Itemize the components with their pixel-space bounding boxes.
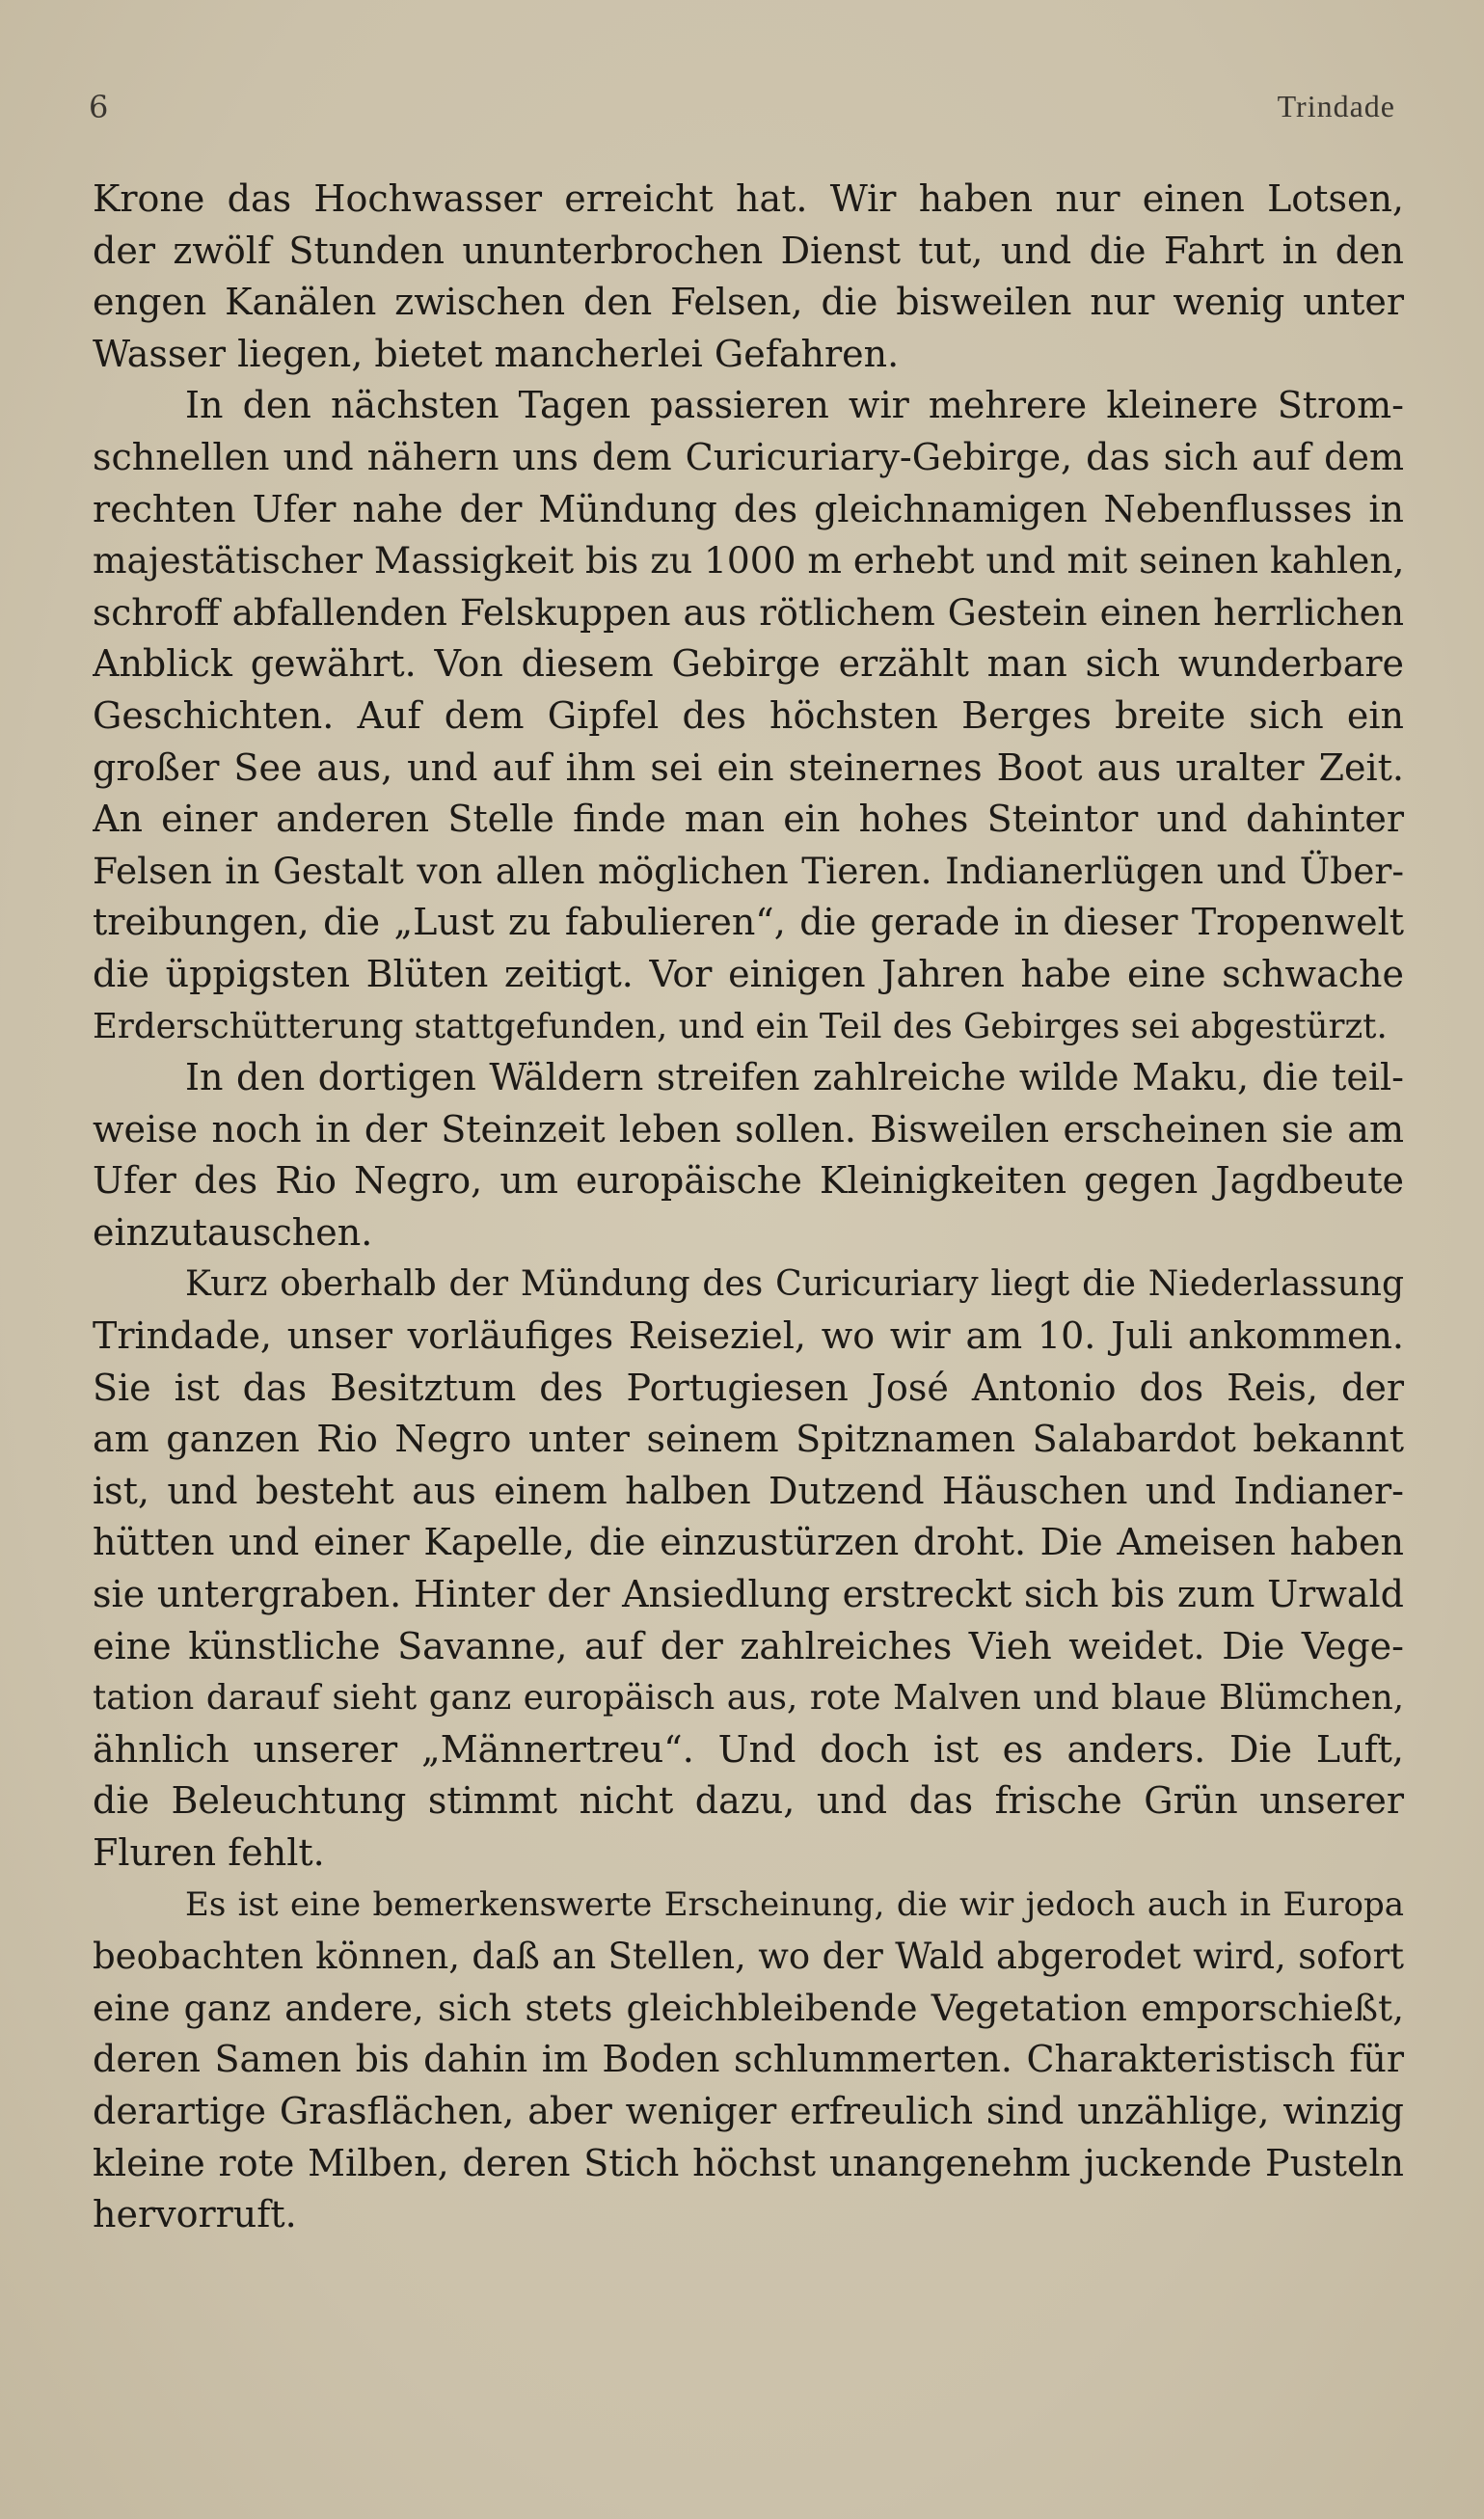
text-line: Felsen in Gestalt von allen möglichen Tieren. Indianerlügen und Über- xyxy=(93,849,1404,892)
text-line: Fluren fehlt. xyxy=(93,1831,325,1874)
text-line: ist, und besteht aus einem halben Dutzend Häuschen und Indianer- xyxy=(93,1469,1404,1512)
text-line: rechten Ufer nahe der Mündung des gleichnamigen Nebenflusses in xyxy=(93,487,1404,530)
text-line: weise noch in der Steinzeit leben sollen. Bisweilen erscheinen sie am xyxy=(93,1107,1404,1151)
text-line: tation darauf sieht ganz europäisch aus, rote Malven und blaue Blümchen, xyxy=(93,1678,1404,1719)
text-line: schroff abfallenden Felskuppen aus rötlichem Gestein einen herrlichen xyxy=(93,590,1404,634)
text-line: Sie ist das Besitztum des Portugiesen José Antonio dos Reis, der xyxy=(93,1366,1404,1409)
text-line: hervorruft. xyxy=(93,2193,297,2236)
text-line: beobachten können, daß an Stellen, wo der Wald abgerodet wird, sofort xyxy=(93,1936,1404,1978)
text-line: Krone das Hochwasser erreicht hat. Wir haben nur einen Lotsen, xyxy=(93,177,1404,220)
text-line: Erderschütterung stattgefunden, und ein Teil des Gebirges sei abgestürzt. xyxy=(93,1006,1388,1046)
text-line: schnellen und nähern uns dem Curicuriary-Gebirge, das sich auf dem xyxy=(93,435,1404,478)
text-line: Anblick gewährt. Von diesem Gebirge erzählt man sich wunderbare xyxy=(93,642,1404,686)
page-header xyxy=(89,89,1395,127)
text-line: Trindade, unser vorläufiges Reiseziel, wo wir am 10. Juli ankommen. xyxy=(93,1314,1404,1358)
text-line: die Beleuchtung stimmt nicht dazu, und das frische Grün unserer xyxy=(93,1779,1404,1823)
text-line: Ufer des Rio Negro, um europäische Kleinigkeiten gegen Jagdbeute xyxy=(93,1159,1404,1203)
text-line: hütten und einer Kapelle, die einzustürzen droht. Die Ameisen haben xyxy=(93,1521,1404,1564)
page-number: 6 xyxy=(89,89,109,125)
text-line: eine künstliche Savanne, auf der zahlreiches Vieh weidet. Die Vege- xyxy=(93,1624,1404,1667)
text-line: die üppigsten Blüten zeitigt. Vor einigen Jahren habe eine schwache xyxy=(93,952,1404,995)
text-line: sie untergraben. Hinter der Ansiedlung erstreckt sich bis zum Urwald xyxy=(93,1573,1404,1616)
text-line: deren Samen bis dahin im Boden schlummerten. Charakteristisch für xyxy=(93,2038,1404,2081)
text-line: Es ist eine bemerkenswerte Erscheinung, die wir jedoch auch in Europa xyxy=(185,1884,1404,1924)
text-line: ähnlich unserer „Männertreu“. Und doch ist es anders. Die Luft, xyxy=(93,1727,1404,1771)
text-line: In den nächsten Tagen passieren wir mehrere kleinere Strom- xyxy=(185,384,1404,427)
text-line: großer See aus, und auf ihm sei ein steinernes Boot aus uralter Zeit. xyxy=(93,745,1404,789)
text-line: majestätischer Massigkeit bis zu 1000 m erhebt und mit seinen kahlen, xyxy=(93,539,1404,582)
text-line: engen Kanälen zwischen den Felsen, die bisweilen nur wenig unter xyxy=(93,281,1404,324)
text-line: eine ganz andere, sich stets gleichbleibende Vegetation emporschießt, xyxy=(93,1986,1404,2029)
text-line: In den dortigen Wäldern streifen zahlreiche wilde Maku, die teil- xyxy=(185,1056,1404,1099)
running-head: Trindade xyxy=(1277,89,1395,123)
body-text xyxy=(93,174,1404,2241)
text-line: derartige Grasflächen, aber weniger erfreulich sind unzählige, winzig xyxy=(93,2089,1404,2132)
text-line: Geschichten. Auf dem Gipfel des höchsten Berges breite sich ein xyxy=(93,693,1404,737)
text-line: treibungen, die „Lust zu fabulieren“, die gerade in dieser Tropenwelt xyxy=(93,901,1404,944)
text-line: An einer anderen Stelle finde man ein hohes Steintor und dahinter xyxy=(93,798,1404,841)
text-line: der zwölf Stunden ununterbrochen Dienst tut, und die Fahrt in den xyxy=(93,229,1404,272)
text-line: am ganzen Rio Negro unter seinem Spitznamen Salabardot bekannt xyxy=(93,1418,1404,1461)
text-line: Wasser liegen, bietet mancherlei Gefahren. xyxy=(93,332,900,375)
text-line: einzutauschen. xyxy=(93,1210,373,1254)
text-line: kleine rote Milben, deren Stich höchst unangenehm juckende Pusteln xyxy=(93,2141,1404,2184)
text-line: Kurz oberhalb der Mündung des Curicuriary liegt die Niederlassung xyxy=(185,1264,1404,1305)
